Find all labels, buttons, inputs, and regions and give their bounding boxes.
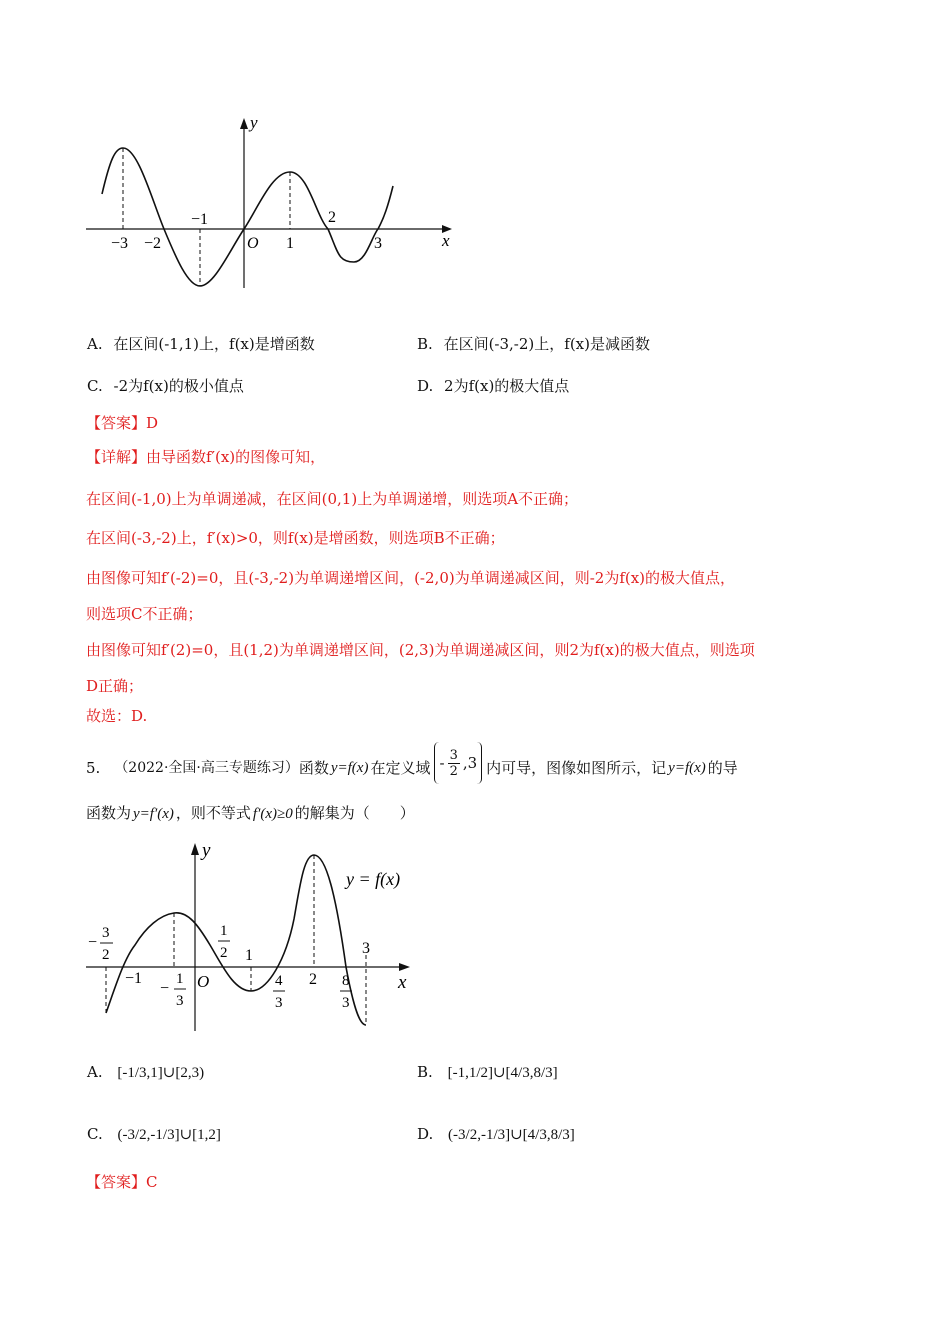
option-text: [-1/3,1]∪[2,3) xyxy=(117,1065,205,1081)
option-letter: C. xyxy=(87,377,103,395)
q5-stem-line-2 xyxy=(86,803,415,824)
y-axis-arrow xyxy=(240,118,248,129)
svg-text:2: 2 xyxy=(102,947,110,963)
option-d[interactable] xyxy=(417,1124,575,1145)
detail-tag: 【详解】 xyxy=(86,448,147,466)
tick-three: 3 xyxy=(362,940,370,957)
x-axis-label: x xyxy=(398,972,407,993)
tick-one: 1 xyxy=(245,947,253,964)
detail-line-8: 故选：D. xyxy=(86,707,148,725)
option-letter: D. xyxy=(417,377,434,395)
option-text: (-3/2,-1/3]∪[4/3,8/3] xyxy=(448,1127,575,1143)
tick-four-thirds xyxy=(273,973,285,1011)
tick-neg-one: −1 xyxy=(191,211,209,228)
curve-label: y = f(x) xyxy=(346,869,401,889)
stem-text: 在定义域 xyxy=(370,759,431,777)
tick-neg-two: −2 xyxy=(144,235,162,252)
q5-answer xyxy=(86,1171,158,1192)
option-text: [-1,1/2]∪[4/3,8/3] xyxy=(447,1065,558,1081)
detail-line-6: 由图像可知f′(2)=0，且(1,2)为单调递增区间，(2,3)为单调递减区间，则2为f(x)的极大值点，则选项 xyxy=(86,641,755,659)
detail-line-1 xyxy=(86,447,325,467)
answer-tag: 【答案】 xyxy=(86,1173,147,1191)
function-curve xyxy=(106,855,366,1025)
stem-text: 内可导，图像如图所示，记 xyxy=(486,759,667,777)
option-text: (-3/2,-1/3]∪[1,2] xyxy=(117,1127,221,1143)
inequality-expr: f′(x)≥0 xyxy=(252,806,293,822)
question-number: 5. xyxy=(86,759,101,777)
domain-interval xyxy=(434,742,482,784)
option-letter: B. xyxy=(417,1063,433,1081)
tick-neg-one: −1 xyxy=(125,970,143,987)
origin-label: O xyxy=(197,972,210,991)
stem-text: 的导 xyxy=(707,759,738,777)
option-b[interactable] xyxy=(417,334,650,354)
svg-text:1: 1 xyxy=(220,923,228,939)
svg-text:3: 3 xyxy=(342,995,350,1011)
svg-text:4: 4 xyxy=(275,973,283,989)
y-axis-label: y xyxy=(202,840,211,861)
option-text: 在区间(-3,-2)上，f(x)是减函数 xyxy=(443,335,650,353)
detail-line-4: 由图像可知f′(-2)=0，且(-3,-2)为单调递增区间，(-2,0)为单调递减区间，则-2为f(x)的极大值点， xyxy=(86,569,736,587)
derivative-expr: y=f′(x) xyxy=(133,806,174,822)
tick-neg-three: −3 xyxy=(111,235,129,252)
q5-stem-line-1 xyxy=(86,747,738,784)
derivative-curve xyxy=(102,148,393,286)
svg-text:8: 8 xyxy=(342,973,350,989)
svg-text:2: 2 xyxy=(220,945,228,961)
option-text: -2为f(x)的极小值点 xyxy=(113,377,244,395)
x-axis-label: x xyxy=(442,231,450,250)
option-a[interactable] xyxy=(87,1062,204,1083)
answer-value: C xyxy=(146,1173,158,1191)
tick-two: 2 xyxy=(328,209,336,226)
y-axis-label: y xyxy=(250,113,258,132)
domain-fraction xyxy=(448,748,460,779)
fraction-den: 2 xyxy=(449,763,458,779)
svg-text:−: − xyxy=(160,980,170,997)
graph-1-derivative xyxy=(80,110,460,295)
option-b[interactable] xyxy=(417,1062,558,1083)
tick-three: 3 xyxy=(374,235,382,252)
option-d[interactable] xyxy=(417,376,569,396)
tick-neg-one-third xyxy=(160,971,186,1009)
option-letter: C. xyxy=(87,1125,103,1143)
function-expr: y=f(x) xyxy=(330,760,369,776)
svg-text:3: 3 xyxy=(102,925,110,941)
stem-text: 的解集为（ ） xyxy=(294,804,415,822)
svg-text:−: − xyxy=(88,934,98,951)
detail-text: 由导函数f′(x)的图像可知， xyxy=(146,448,326,466)
tick-neg-three-halves xyxy=(88,925,113,963)
detail-line-7: D正确； xyxy=(86,677,144,695)
x-axis-arrow xyxy=(399,963,410,971)
answer-tag: 【答案】 xyxy=(86,414,147,432)
answer-value: D xyxy=(146,414,159,432)
domain-sign: - xyxy=(439,754,445,772)
tick-one-half xyxy=(218,923,230,961)
question-source: （2022·全国·高三专题练习） xyxy=(114,760,299,776)
stem-text: 函数为 xyxy=(86,804,132,822)
tick-eight-thirds xyxy=(340,973,352,1011)
option-text: 2为f(x)的极大值点 xyxy=(444,377,570,395)
detail-line-2: 在区间(-1,0)上为单调递减，在区间(0,1)上为单调递增，则选项A不正确； xyxy=(86,490,579,508)
tick-one: 1 xyxy=(286,235,294,252)
stem-text: ，则不等式 xyxy=(175,804,251,822)
fraction-num: 3 xyxy=(449,747,458,763)
option-letter: A. xyxy=(87,1063,103,1081)
svg-text:1: 1 xyxy=(176,971,184,987)
domain-rest: ,3 xyxy=(462,754,478,772)
detail-line-5: 则选项C不正确； xyxy=(86,605,203,623)
graph-2-function xyxy=(80,835,425,1040)
option-c[interactable] xyxy=(87,1124,221,1145)
stem-text: 函数 xyxy=(298,759,329,777)
option-c[interactable] xyxy=(87,376,244,396)
svg-text:3: 3 xyxy=(275,995,283,1011)
option-letter: B. xyxy=(417,335,433,353)
detail-line-3: 在区间(-3,-2)上，f′(x)>0，则f(x)是增函数，则选项B不正确； xyxy=(86,529,505,547)
svg-text:3: 3 xyxy=(176,993,184,1009)
option-letter: D. xyxy=(417,1125,434,1143)
option-letter: A. xyxy=(87,335,103,353)
function-expr: y=f(x) xyxy=(668,760,706,776)
tick-two: 2 xyxy=(309,971,317,988)
origin-label: O xyxy=(247,235,259,252)
option-a[interactable] xyxy=(87,334,315,354)
option-text: 在区间(-1,1)上，f(x)是增函数 xyxy=(113,335,315,353)
y-axis-arrow xyxy=(191,843,199,855)
q4-answer xyxy=(86,412,158,433)
